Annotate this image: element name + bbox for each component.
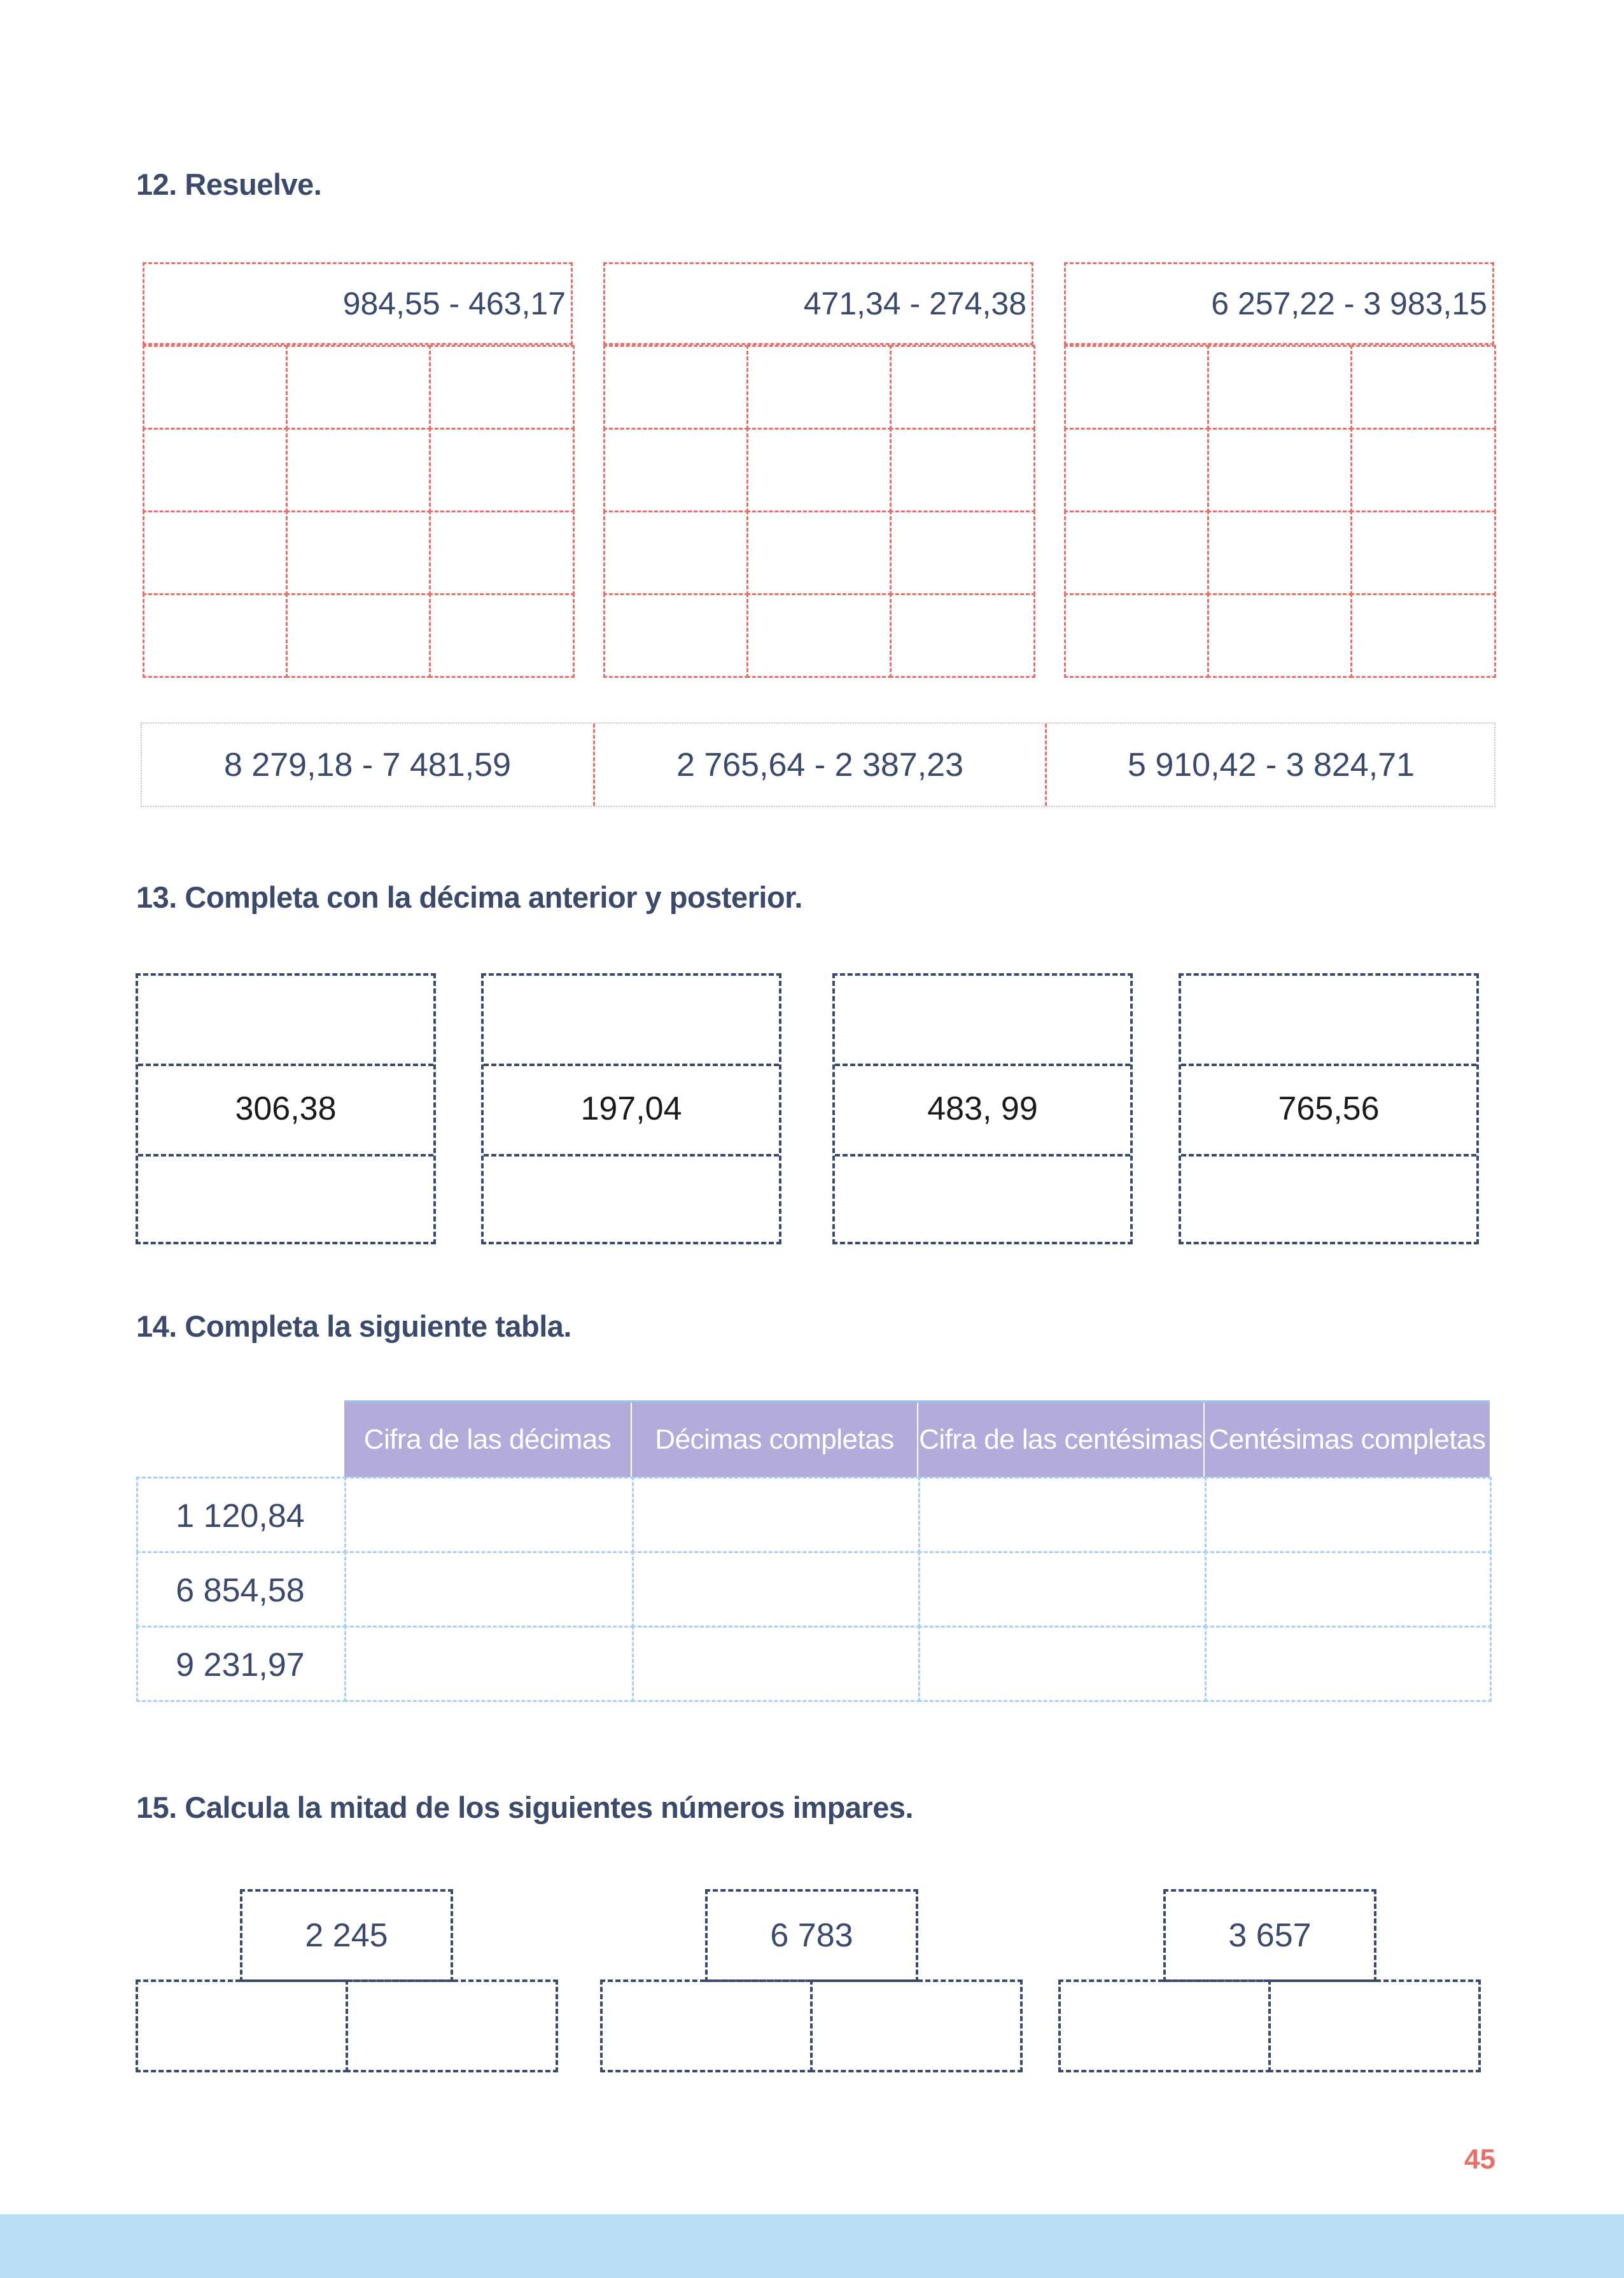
answer-cell[interactable] [603, 345, 748, 430]
answer-cell[interactable] [1350, 593, 1496, 678]
table-answer-cell[interactable] [1205, 1551, 1492, 1628]
answer-cell[interactable] [429, 593, 575, 678]
odd-number: 3 657 [1228, 1917, 1312, 1954]
answer-cell[interactable] [1207, 345, 1352, 430]
given-number: 483, 99 [927, 1090, 1038, 1127]
answer-cell[interactable] [890, 428, 1035, 512]
half-answer-box [346, 1979, 558, 2072]
half-answer-box [1268, 1979, 1481, 2072]
answer-cell[interactable] [429, 428, 575, 512]
subtraction-operation: 6 257,22 - 3 983,15 [1064, 262, 1494, 345]
answer-cell[interactable] [1064, 428, 1209, 512]
half-answer-box [600, 1979, 813, 2072]
exercise-14-heading: 14. Completa la siguiente tabla. [136, 1309, 571, 1343]
table-answer-cell[interactable] [344, 1626, 634, 1702]
table-answer-cell[interactable] [632, 1477, 920, 1553]
tenth-box-1 [136, 973, 436, 1244]
table-answer-cell[interactable] [632, 1626, 920, 1702]
table-row-label: 9 231,97 [176, 1646, 305, 1684]
answer-cell[interactable] [890, 593, 1035, 678]
table-answer-cell[interactable] [1205, 1477, 1492, 1553]
odd-number: 2 245 [305, 1917, 388, 1954]
answer-cell[interactable] [603, 510, 748, 595]
answer-cell[interactable] [143, 510, 288, 595]
page-number: 45 [1464, 2144, 1495, 2175]
given-number: 306,38 [235, 1090, 337, 1127]
table-answer-cell[interactable] [918, 1551, 1207, 1628]
box-divider [484, 1154, 779, 1157]
answer-cell[interactable] [286, 593, 431, 678]
subtraction-operation: 471,34 - 274,38 [603, 262, 1033, 345]
answer-cell[interactable] [603, 428, 748, 512]
subtraction-operation: 2 765,64 - 2 387,23 [676, 746, 964, 784]
exercise-13-heading: 13. Completa con la décima anterior y posterior. [136, 880, 802, 914]
answer-cell[interactable] [1064, 593, 1209, 678]
table-answer-cell[interactable] [344, 1551, 634, 1628]
answer-cell[interactable] [890, 510, 1035, 595]
table-answer-cell[interactable] [918, 1626, 1207, 1702]
tenth-box-2 [481, 973, 781, 1244]
tenth-box-3 [832, 973, 1133, 1244]
subtraction-grid-3 [1064, 262, 1494, 676]
table-row-label: 1 120,84 [176, 1497, 305, 1535]
answer-cell[interactable] [1350, 428, 1496, 512]
answer-cell[interactable] [1207, 510, 1352, 595]
answer-cell[interactable] [746, 593, 892, 678]
half-answer-box [810, 1979, 1023, 2072]
answer-cell[interactable] [286, 510, 431, 595]
answer-cell[interactable] [1064, 345, 1209, 430]
subtraction-grid-2 [603, 262, 1033, 676]
table-answer-cell[interactable] [632, 1551, 920, 1628]
half-answer-box [136, 1979, 348, 2072]
answer-cell[interactable] [1350, 510, 1496, 595]
footer-band [0, 2214, 1624, 2278]
answer-cell[interactable] [746, 345, 892, 430]
answer-cell[interactable] [286, 428, 431, 512]
answer-cell[interactable] [143, 345, 288, 430]
answer-cell[interactable] [143, 593, 288, 678]
table-header-cell: Cifra de las centésimas [918, 1402, 1203, 1477]
answer-cell[interactable] [1350, 345, 1496, 430]
table-header-cell: Cifra de las décimas [344, 1402, 631, 1477]
answer-cell[interactable] [603, 593, 748, 678]
answer-cell[interactable] [429, 510, 575, 595]
subtraction-operation: 8 279,18 - 7 481,59 [223, 746, 512, 784]
answer-cell[interactable] [1207, 428, 1352, 512]
subtraction-row [141, 722, 1495, 807]
box-divider [1181, 1154, 1476, 1157]
answer-cell[interactable] [286, 345, 431, 430]
subtraction-operation: 5 910,42 - 3 824,71 [1127, 746, 1415, 784]
answer-cell[interactable] [746, 510, 892, 595]
answer-cell[interactable] [1207, 593, 1352, 678]
answer-cell[interactable] [143, 428, 288, 512]
table-header-cell: Décimas completas [632, 1402, 917, 1477]
answer-cell[interactable] [1064, 510, 1209, 595]
table-answer-cell[interactable] [918, 1477, 1207, 1553]
subtraction-grid-1 [143, 262, 573, 676]
subtraction-operation: 984,55 - 463,17 [143, 262, 573, 345]
answer-cell[interactable] [746, 428, 892, 512]
table-row-label: 6 854,58 [176, 1571, 305, 1609]
exercise-15-heading: 15. Calcula la mitad de los siguientes números impares. [136, 1790, 914, 1824]
answer-cell[interactable] [429, 345, 575, 430]
exercise-12-heading: 12. Resuelve. [136, 167, 322, 201]
odd-number: 6 783 [770, 1917, 853, 1954]
given-number: 765,56 [1278, 1090, 1380, 1127]
table-answer-cell[interactable] [344, 1477, 634, 1553]
half-answer-box [1058, 1979, 1271, 2072]
given-number: 197,04 [580, 1090, 682, 1127]
box-divider [835, 1154, 1130, 1157]
box-divider [138, 1154, 433, 1157]
table-answer-cell[interactable] [1205, 1626, 1492, 1702]
answer-cell[interactable] [890, 345, 1035, 430]
table-header-cell: Centésimas completas [1205, 1402, 1490, 1477]
tenth-box-4 [1179, 973, 1479, 1244]
